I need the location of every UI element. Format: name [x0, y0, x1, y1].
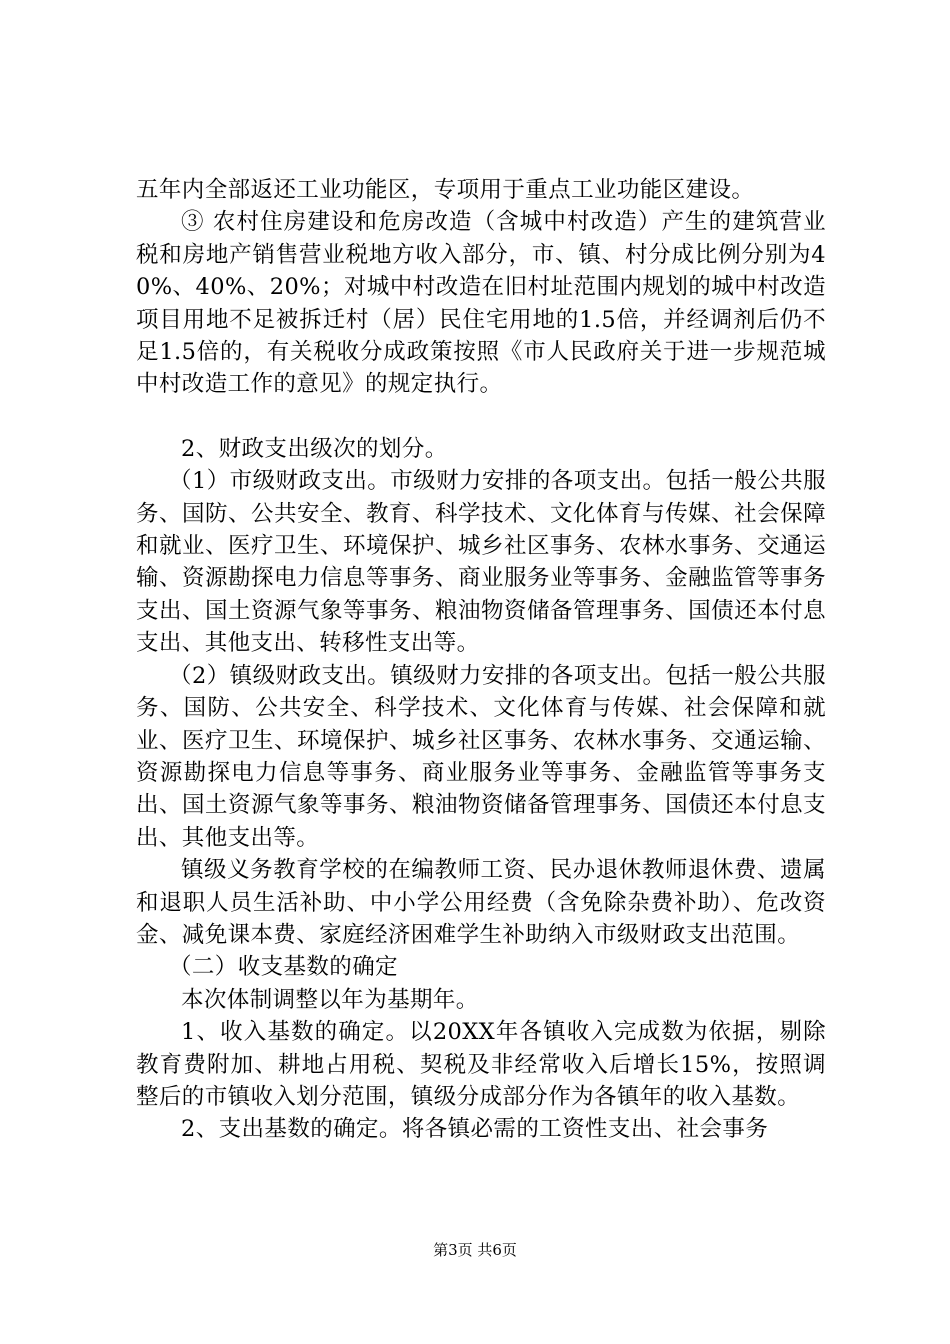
document-body	[136, 174, 826, 1146]
section-heading-expenditure: 2、财政支出级次的划分。	[181, 435, 448, 462]
paragraph-income-base: 1、收入基数的确定。以20XX年各镇收入完成数为依据，剔除教育费附加、耕地占用税、契税及非经常收入后增长15%，按照调整后的市镇收入划分范围，镇级分成部分作为各镇年的收入基数。	[136, 1019, 826, 1110]
section-heading-base: （二）收支基数的确定	[169, 954, 399, 981]
paragraph-town-expenditure: （2）镇级财政支出。镇级财力安排的各项支出。包括一般公共服务、国防、公共安全、科学技术、文化体育与传媒、社会保障和就业、医疗卫生、环境保护、城乡社区事务、农林水事务、交通运输、资源勘探电力信息等事务、商业服务业等事务、金融监管等事务支出、国土资源气象等事务、粮油物资储备管理事务、国债还本付息支出、其他支出等。	[136, 662, 826, 851]
paragraph-base-year: 本次体制调整以年为基期年。	[181, 986, 479, 1013]
page-number-footer: 第3页 共6页	[433, 1241, 517, 1259]
paragraph-gap	[136, 401, 826, 433]
paragraph-expenditure-base: 2、支出基数的确定。将各镇必需的工资性支出、社会事务	[181, 1116, 769, 1143]
paragraph-city-expenditure: （1）市级财政支出。市级财力安排的各项支出。包括一般公共服务、国防、公共安全、教育、科学技术、文化体育与传媒、社会保障和就业、医疗卫生、环境保护、城乡社区事务、农林水事务、交通运输、资源勘探电力信息等事务、商业服务业等事务、金融监管等事务支出、国土资源气象等事务、粮油物资储备管理事务、国债还本付息支出、其他支出、转移性支出等。	[136, 468, 826, 657]
paragraph-item-3: ③ 农村住房建设和危房改造（含城中村改造）产生的建筑营业税和房地产销售营业税地方收入部分，市、镇、村分成比例分别为40%、40%、20%；对城中村改造在旧村址范围内规划的城中村改造项目用地不足被拆迁村（居）民住宅用地的1.5倍，并经调剂后仍不足1.5倍的，有关税收分成政策按照《市人民政府关于进一步规范城中村改造工作的意见》的规定执行。	[136, 209, 826, 398]
paragraph-education: 镇级义务教育学校的在编教师工资、民办退休教师退休费、遗属和退职人员生活补助、中小学公用经费（含免除杂费补助）、危改资金、减免课本费、家庭经济困难学生补助纳入市级财政支出范围。	[136, 857, 826, 948]
paragraph-continuation: 五年内全部返还工业功能区，专项用于重点工业功能区建设。	[136, 177, 755, 203]
